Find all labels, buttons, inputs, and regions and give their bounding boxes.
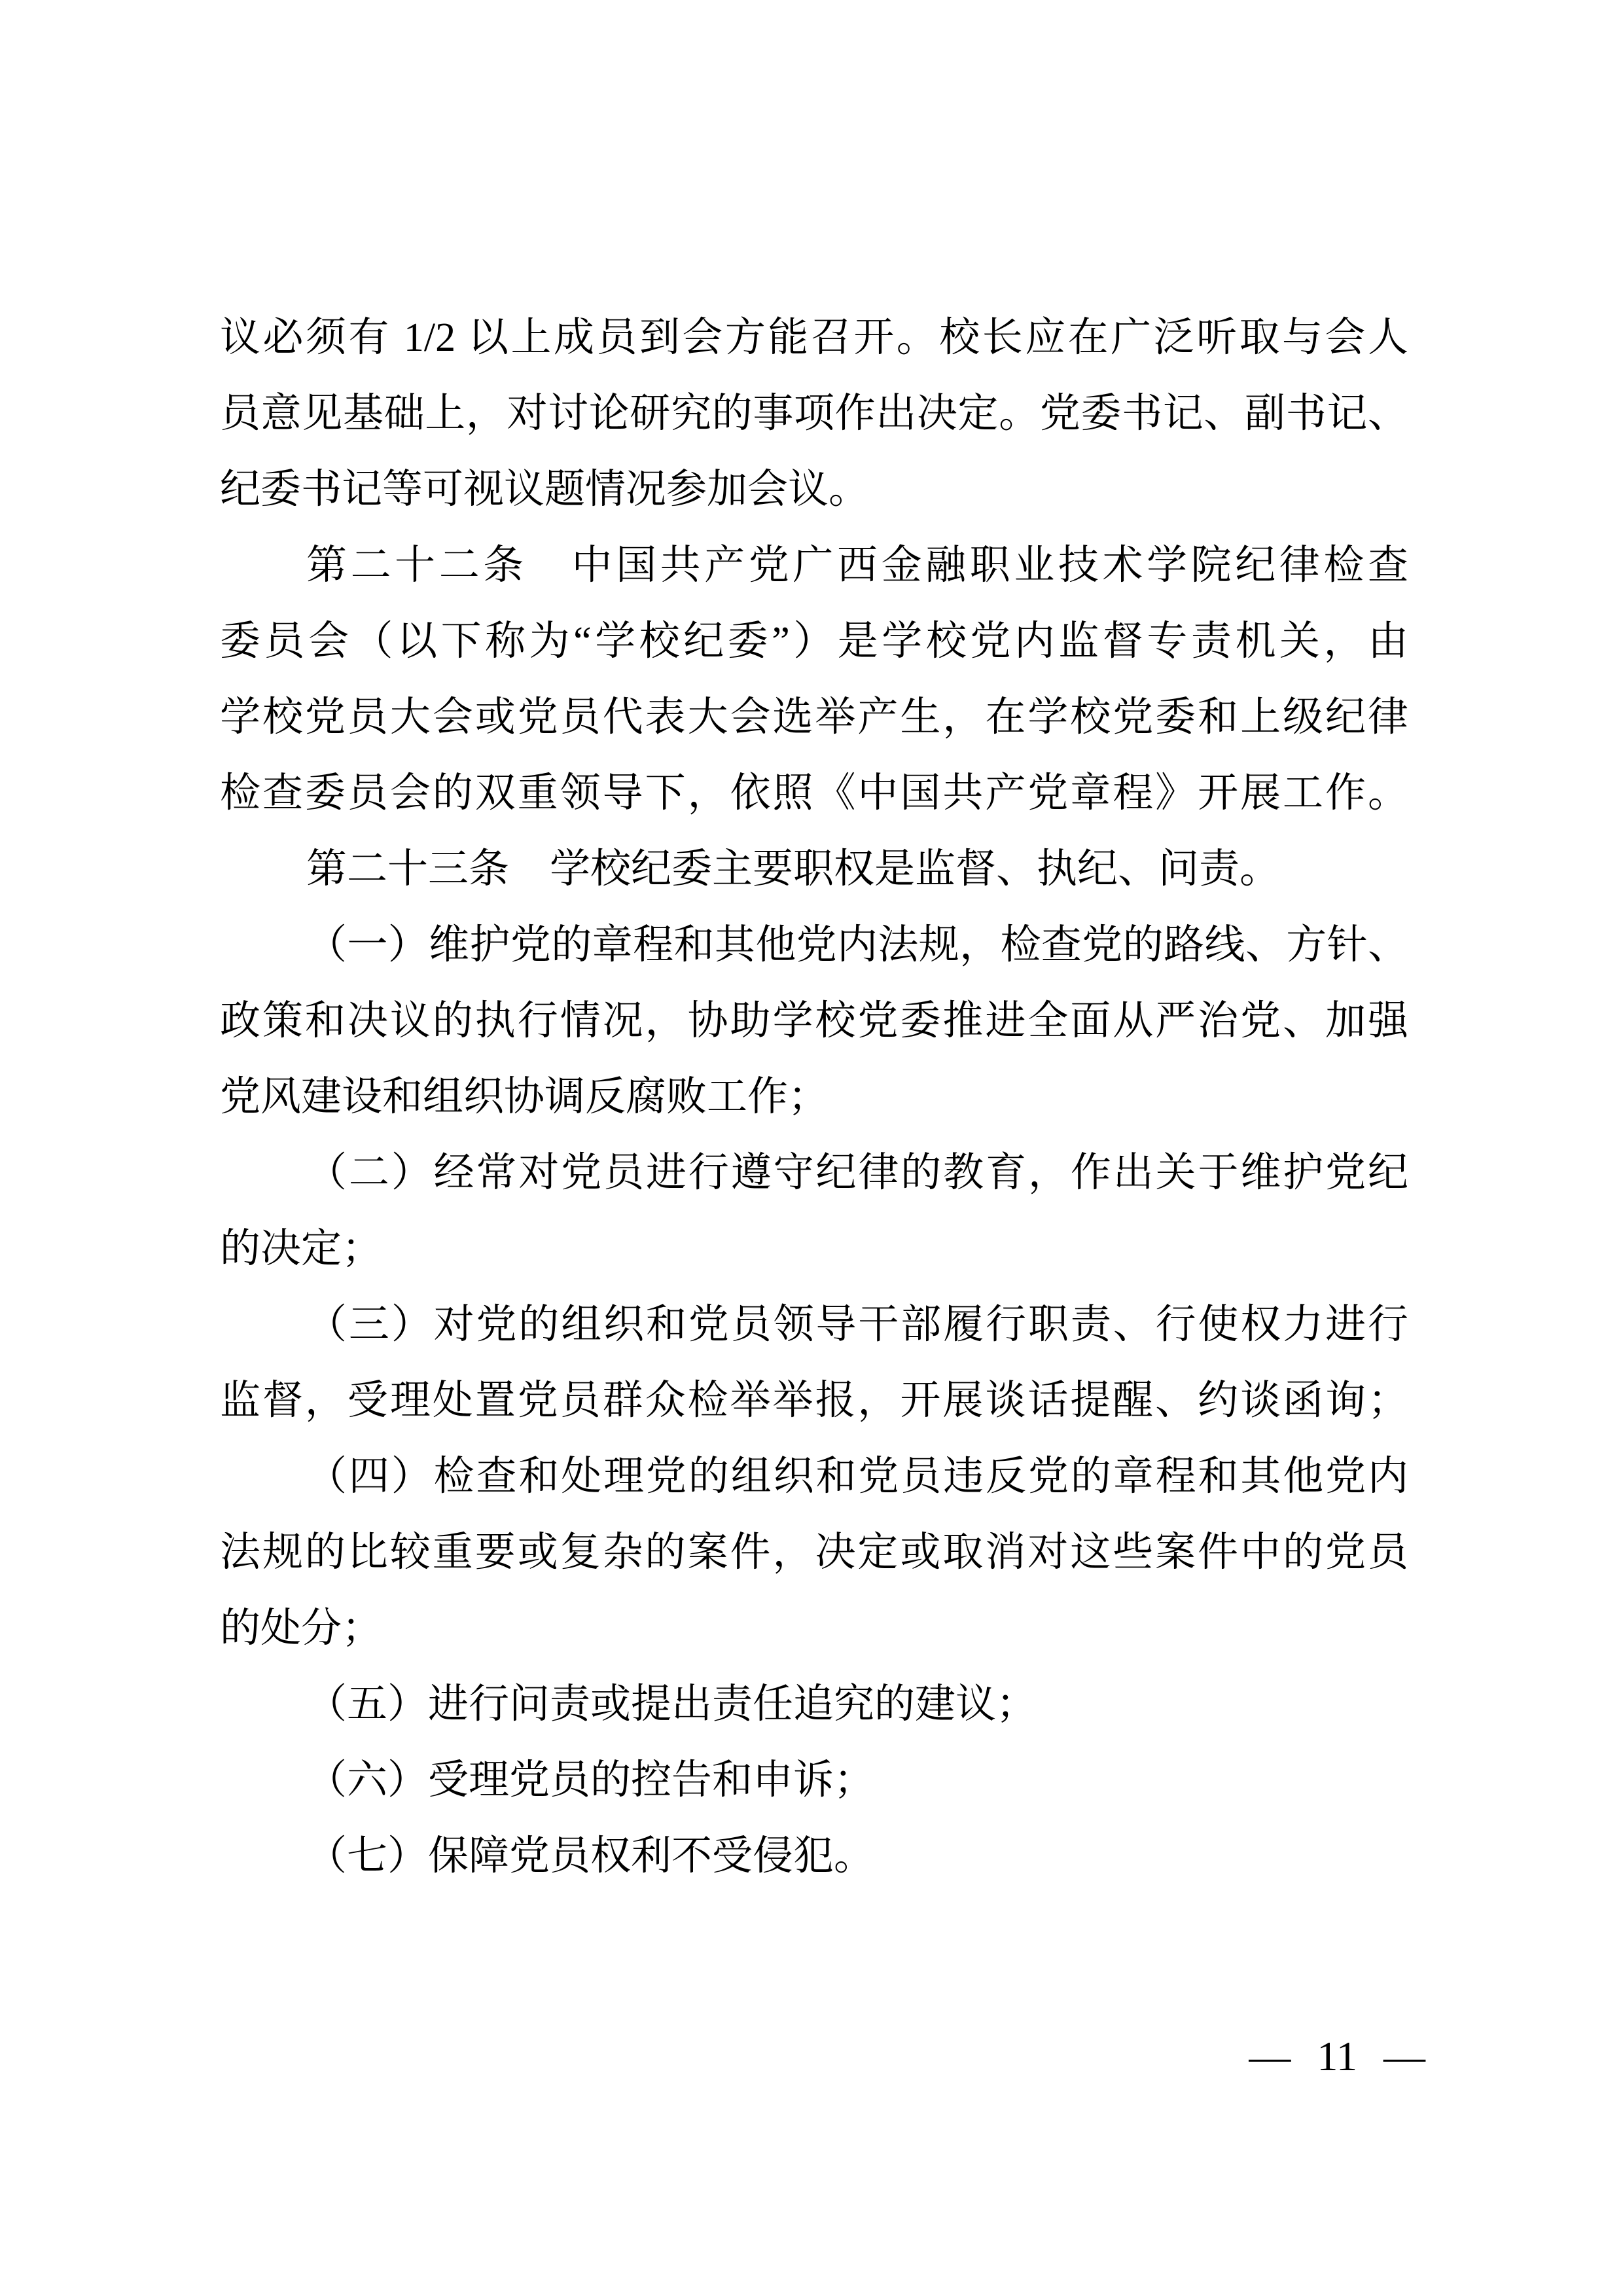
text-block	[220, 300, 1408, 1894]
page-number	[1249, 2033, 1425, 2080]
text-line-19: （五）进行问责或提出责任追究的建议；	[306, 1682, 1037, 1727]
text-line-8: 第二十三条 学校纪委主要职权是监督、执纪、问责。	[306, 847, 1281, 891]
text-line-17: 法规的比较重要或复杂的案件，决定或取消对这些案件中的党员	[220, 1530, 1408, 1575]
page-number-dash-right: —	[1383, 2033, 1425, 2079]
text-line-21: （七）保障党员权利不受侵犯。	[306, 1834, 875, 1878]
text-line-12: （二）经常对党员进行遵守纪律的教育，作出关于维护党纪	[306, 1151, 1408, 1195]
text-line-2: 员意见基础上，对讨论研究的事项作出决定。党委书记、副书记、	[220, 391, 1408, 436]
text-line-4: 第二十二条 中国共产党广西金融职业技术学院纪律检查	[306, 543, 1408, 588]
text-line-5: 委员会（以下称为“学校纪委”）是学校党内监督专责机关，由	[220, 619, 1408, 664]
text-line-15: 监督，受理处置党员群众检举举报，开展谈话提醒、约谈函询；	[220, 1378, 1408, 1423]
page-number-value: 11	[1317, 2033, 1357, 2079]
text-line-7: 检查委员会的双重领导下，依照《中国共产党章程》开展工作。	[220, 771, 1408, 816]
text-line-13: 的决定；	[220, 1227, 383, 1271]
text-line-16: （四）检查和处理党的组织和党员违反党的章程和其他党内	[306, 1454, 1408, 1499]
page-number-dash-left: —	[1249, 2033, 1291, 2079]
text-line-10: 政策和决议的执行情况，协助学校党委推进全面从严治党、加强	[220, 999, 1408, 1043]
text-line-6: 学校党员大会或党员代表大会选举产生，在学校党委和上级纪律	[220, 695, 1408, 740]
text-line-1: 议必须有 1/2 以上成员到会方能召开。校长应在广泛听取与会人	[220, 315, 1408, 360]
text-line-18: 的处分；	[220, 1606, 383, 1651]
text-line-9: （一）维护党的章程和其他党内法规，检查党的路线、方针、	[306, 923, 1408, 967]
text-line-11: 党风建设和组织协调反腐败工作；	[220, 1075, 829, 1119]
text-line-14: （三）对党的组织和党员领导干部履行职责、行使权力进行	[306, 1302, 1408, 1347]
text-line-20: （六）受理党员的控告和申诉；	[306, 1758, 875, 1803]
text-line-3: 纪委书记等可视议题情况参加会议。	[220, 467, 870, 512]
